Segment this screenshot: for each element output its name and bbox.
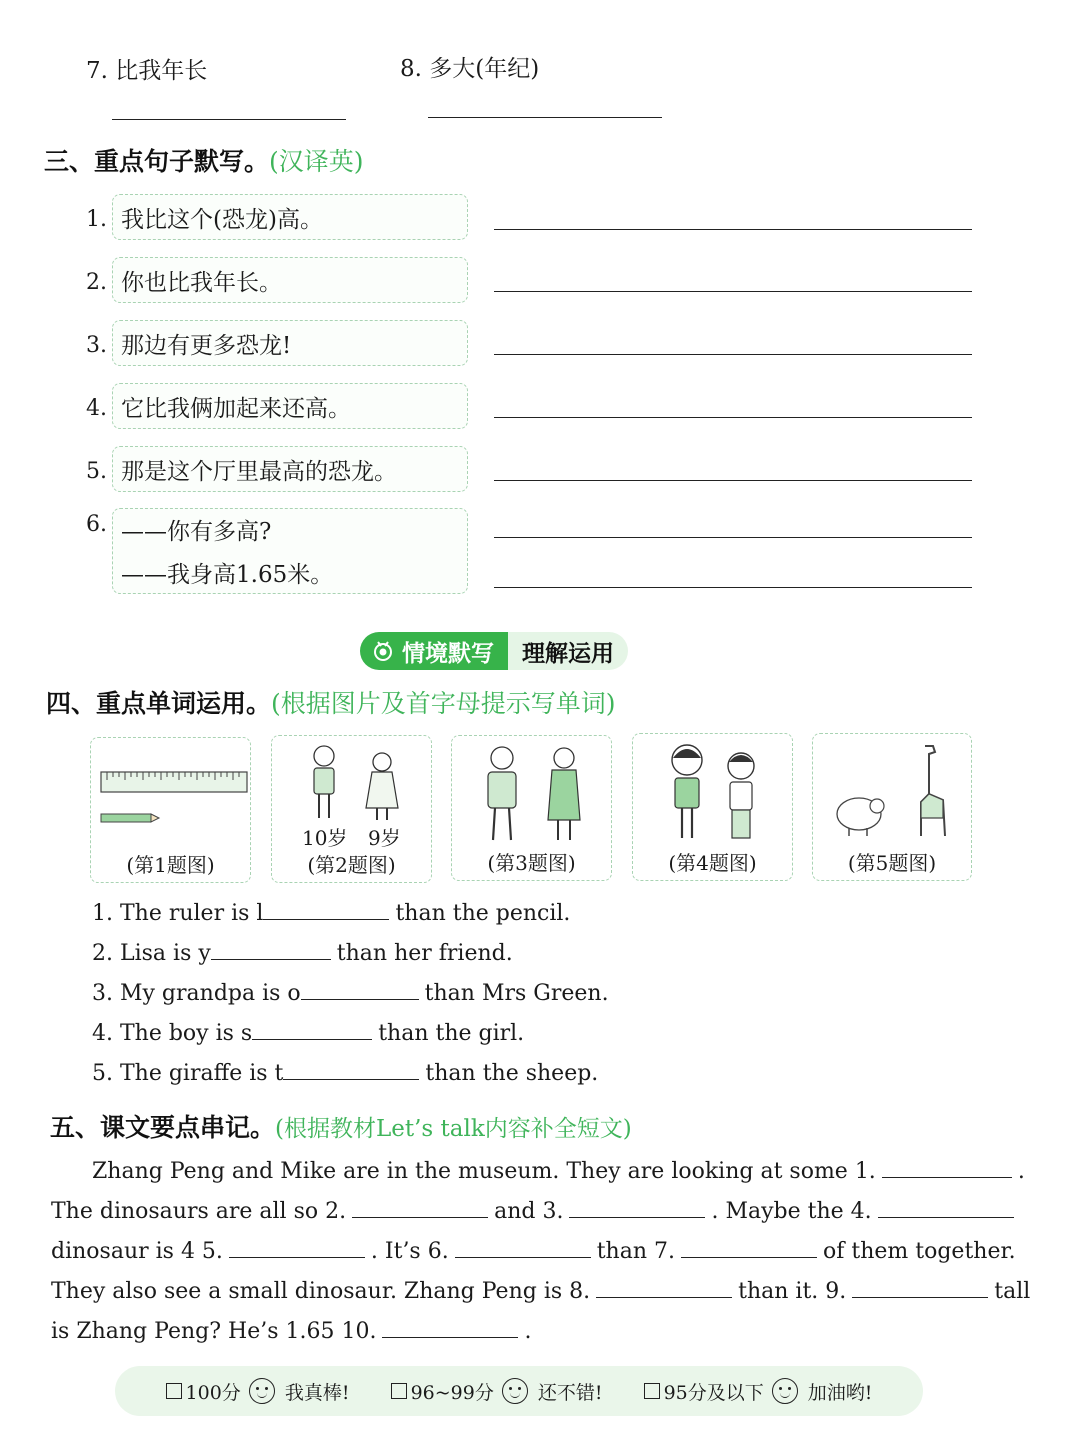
section-banner [360,632,628,670]
s4-sentence-2 [92,938,513,966]
section5-note: (根据教材Let’s talk内容补全短文) [275,1116,632,1142]
s5-blank-7[interactable] [681,1238,817,1258]
section3-note: (汉译英) [269,147,364,176]
checkbox-96-99[interactable] [391,1383,407,1399]
s4-sentence-3 [92,978,609,1006]
two-children-icon [292,742,412,824]
checkbox-100[interactable] [166,1383,182,1399]
s4-sentence-2-post: than her friend. [336,941,513,966]
s5-line-1-b: . [1017,1159,1025,1184]
picture-1-caption: (第1题图) [126,853,215,877]
section3-title: 三、重点句子默写。 [44,147,270,176]
s5-line-1 [92,1158,1025,1184]
s5-line-2 [51,1198,1020,1224]
s4-blank-2[interactable] [211,938,331,960]
s4-sentence-5-pre: 5. The giraffe is t [92,1061,284,1086]
score-option-100[interactable] [166,1378,350,1405]
score-option-96-99[interactable] [391,1378,603,1405]
s5-blank-9[interactable] [852,1278,988,1298]
s3-sentence-3 [112,320,468,366]
s4-blank-4[interactable] [252,1018,372,1040]
s3-sentence-1 [112,194,468,240]
s5-line-1-a: Zhang Peng and Mike are in the museum. They are looking at some 1. [92,1159,876,1184]
s3-answer-line-2[interactable] [494,272,972,292]
s3-text-2: 你也比我年长。 [121,269,282,296]
s3-answer-line-1[interactable] [494,210,972,230]
score-96-99-comment: 还不错! [537,1381,603,1404]
banner-left [360,632,508,670]
s3-text-6-line1: ——你有多高? [121,519,272,545]
s3-text-1: 我比这个(恐龙)高。 [121,206,323,233]
ruler-pencil-icon [93,756,251,856]
section4-heading [46,684,616,720]
s4-sentence-4-post: than the girl. [378,1021,525,1046]
item-8-label: 8. 多大(年纪) [400,56,540,82]
picture-1 [90,737,251,883]
s3-answer-line-6b[interactable] [494,568,972,588]
s4-blank-1[interactable] [263,898,389,920]
s5-line-2-c: . Maybe the 4. [711,1199,872,1224]
s3-sentence-6 [112,508,468,594]
checkbox-95-below[interactable] [644,1383,660,1399]
s3-text-5: 那是这个厅里最高的恐龙。 [121,458,397,485]
s3-num-1: 1. [86,207,107,232]
section5-heading [50,1108,632,1144]
s5-line-3-d: of them together. [823,1239,1016,1264]
s4-sentence-4-pre: 4. The boy is s [92,1021,253,1046]
picture-2-caption: (第2题图) [307,853,396,877]
s5-blank-4[interactable] [878,1198,1014,1218]
s4-sentence-1-pre: 1. The ruler is l [92,901,264,926]
s4-sentence-3-post: than Mrs Green. [424,981,609,1006]
s5-blank-3[interactable] [569,1198,705,1218]
s5-line-3-b: . It’s 6. [370,1239,449,1264]
banner-left-text: 情境默写 [402,640,494,667]
s5-blank-1[interactable] [882,1158,1012,1178]
picture-5-caption: (第5题图) [847,851,937,875]
picture-2 [271,735,432,883]
s5-line-4-b: than it. 9. [738,1279,847,1304]
medal-icon [372,640,394,662]
s5-line-3-a: dinosaur is 4 5. [51,1239,223,1264]
s4-sentence-3-pre: 3. My grandpa is o [92,981,301,1006]
banner-right-text: 理解运用 [522,640,614,667]
s5-line-4-a: They also see a small dinosaur. Zhang Peng is 8. [51,1279,591,1304]
score-bar [115,1366,923,1416]
picture-4-caption: (第4题图) [668,851,757,875]
s4-sentence-2-pre: 2. Lisa is y [92,941,211,966]
s4-blank-5[interactable] [283,1058,419,1080]
item-7-label: 7. 比我年长 [86,58,208,84]
score-95-text: 95分及以下 [663,1381,764,1404]
score-100-comment: 我真棒! [284,1381,350,1404]
picture-4 [632,733,793,881]
s3-answer-line-3[interactable] [494,335,972,355]
s4-sentence-5 [92,1058,598,1086]
s5-line-2-a: The dinosaurs are all so 2. [51,1199,347,1224]
s3-sentence-4 [112,383,468,429]
picture-3-caption: (第3题图) [487,851,576,875]
s4-blank-3[interactable] [301,978,419,1000]
section3-heading [44,142,364,178]
s5-line-5 [51,1318,531,1344]
cheer-face-icon [772,1378,798,1404]
section5-title: 五、课文要点串记。 [50,1113,276,1142]
banner-right [508,632,628,670]
age-label-1: 10岁 [302,826,348,850]
s3-text-6-line2: ——我身高1.65米。 [121,562,334,588]
section4-title: 四、重点单词运用。 [46,689,272,718]
s5-line-3 [51,1238,1016,1264]
s3-num-4: 4. [86,396,107,421]
score-option-95-below[interactable] [644,1378,873,1405]
s3-num-6: 6. [86,512,107,537]
s4-sentence-4 [92,1018,524,1046]
sheep-giraffe-icon [825,738,965,842]
s4-sentence-1 [92,898,570,926]
s5-line-5-b: . [524,1319,532,1344]
s3-text-3: 那边有更多恐龙! [121,332,292,359]
s3-answer-line-4[interactable] [494,398,972,418]
s4-sentence-1-post: than the pencil. [395,901,571,926]
s5-line-3-c: than 7. [596,1239,675,1264]
smiley-face-icon [249,1378,275,1404]
s5-line-4-c: tall [994,1279,1031,1304]
girl-boy-icon [649,738,779,844]
s5-blank-8[interactable] [596,1278,732,1298]
item-8-answer-line[interactable] [428,98,662,118]
s4-sentence-5-post: than the sheep. [425,1061,599,1086]
s3-answer-line-6a[interactable] [494,518,972,538]
score-96-99-text: 96~99分 [410,1381,494,1404]
s5-blank-6[interactable] [455,1238,591,1258]
s3-num-5: 5. [86,459,107,484]
age-label-2: 9岁 [368,826,401,850]
smile-face-icon [502,1378,528,1404]
score-100-text: 100分 [185,1381,241,1404]
item-7-answer-line[interactable] [112,100,346,120]
s3-text-4: 它比我俩加起来还高。 [121,395,351,422]
picture-3 [451,735,612,881]
s3-answer-line-5[interactable] [494,461,972,481]
section4-note: (根据图片及首字母提示写单词) [271,689,616,718]
s5-blank-10[interactable] [382,1318,518,1338]
s5-line-2-b: and 3. [494,1199,564,1224]
s5-blank-2[interactable] [352,1198,488,1218]
s3-sentence-2 [112,257,468,303]
grandpa-woman-icon [468,740,598,844]
s3-num-2: 2. [86,270,107,295]
score-95-comment: 加油哟! [807,1381,873,1404]
picture-5 [812,733,972,881]
s3-num-3: 3. [86,333,107,358]
s5-line-4 [51,1278,1030,1304]
s3-sentence-5 [112,446,468,492]
s5-line-5-a: is Zhang Peng? He’s 1.65 10. [51,1319,377,1344]
s5-blank-5[interactable] [229,1238,365,1258]
